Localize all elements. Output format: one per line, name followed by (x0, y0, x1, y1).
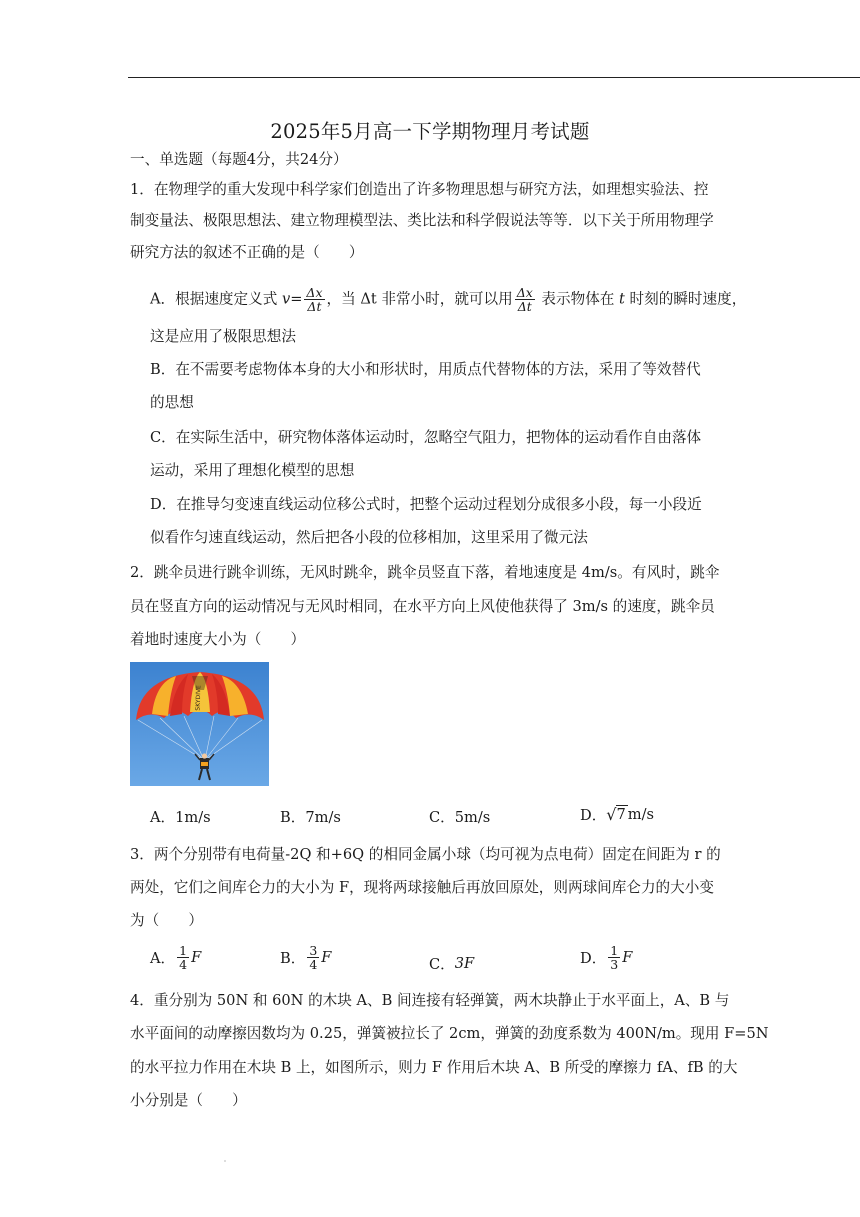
header-rule (128, 77, 860, 78)
q3-option-d: D． $\frac{1}{3}$ F (580, 943, 633, 972)
q1-option-b: B．在不需要考虑物体本身的大小和形状时，用质点代替物体的方法，采用了等效替代 (150, 361, 701, 378)
q3-line-3: 为（ ） (130, 912, 203, 929)
q3-option-c: C． 3F (429, 955, 475, 973)
q1-line-1: 1．在物理学的重大发现中科学家们创造出了许多物理思想与研究方法，如理想实验法、控 (130, 181, 709, 198)
q2-line-1: 2．跳伞员进行跳伞训练，无风时跳伞，跳伞员竖直下落，着地速度是 4m/s。有风时，跳伞 (130, 564, 720, 581)
q3-option-b: B． $\frac{3}{4}$ F (280, 943, 332, 972)
canopy-text: SKYDIVE (194, 685, 203, 711)
q1-option-d: D．在推导匀变速直线运动位移公式时，把整个运动过程划分成很多小段，每一小段近 (150, 496, 702, 513)
q1-line-3: 研究方法的叙述不正确的是（ ） (130, 244, 364, 261)
fraction-dx-dt-2: $\frac{\Delta x}{\Delta t}$ (516, 285, 533, 314)
q1-option-a: A．根据速度定义式 v= $\frac{\Delta x}{\Delta t}$ ，当 Δt 非常小时，就可以用 $\frac{\Delta x}{\Delta t}$ 表示物体在 t 时刻的瞬时速度， (150, 285, 747, 314)
q4-line-2: 水平面间的动摩擦因数均为 0.25，弹簧被拉长了 2cm，弹簧的劲度系数为 400N/m。现用 F=5N (130, 1025, 769, 1042)
page-title: 2025年5月高一下学期物理月考试题 (270, 120, 590, 143)
fraction-dx-dt: $\frac{\Delta x}{\Delta t}$ (306, 285, 323, 314)
page-speck (224, 1160, 226, 1162)
parachute-illustration (130, 662, 269, 786)
q2-line-2: 员在竖直方向的运动情况与无风时相同，在水平方向上风使他获得了 3m/s 的速度，跳伞员 (130, 598, 715, 615)
q1-option-a-line-2: 这是应用了极限思想法 (150, 328, 296, 345)
section-heading: 一、单选题（每题4分，共24分） (130, 151, 348, 168)
q2-option-a: A．1m/s (150, 809, 211, 826)
q1-option-b-line-2: 的思想 (150, 394, 194, 411)
q2-option-d: D． √ 7 m/s (580, 805, 655, 824)
parachute-photo (130, 662, 269, 786)
q1-option-c-line-2: 运动，采用了理想化模型的思想 (150, 462, 355, 479)
q1-option-d-line-2: 似看作匀速直线运动，然后把各小段的位移相加，这里采用了微元法 (150, 529, 588, 546)
q1-option-c: C．在实际生活中，研究物体落体运动时，忽略空气阻力，把物体的运动看作自由落体 (150, 429, 702, 446)
q4-line-1: 4．重分别为 50N 和 60N 的木块 A、B 间连接有轻弹簧，两木块静止于水平面上，A、B 与 (130, 992, 730, 1009)
q3-line-2: 两处，它们之间库仑力的大小为 F，现将两球接触后再放回原处，则两球间库仑力的大小变 (130, 879, 714, 896)
q4-line-4: 小分别是（ ） (130, 1092, 247, 1109)
q2-option-b: B．7m/s (280, 809, 341, 826)
q4-line-3: 的水平拉力作用在木块 B 上，如图所示，则力 F 作用后木块 A、B 所受的摩擦力 fA、fB 的大 (130, 1059, 738, 1076)
q3-line-1: 3．两个分别带有电荷量-2Q 和+6Q 的相同金属小球（均可视为点电荷）固定在间距为 r 的 (130, 846, 721, 863)
q2-option-c: C．5m/s (429, 809, 491, 826)
q2-line-3: 着地时速度大小为（ ） (130, 631, 306, 648)
q1-line-2: 制变量法、极限思想法、建立物理模型法、类比法和科学假说法等等．以下关于所用物理学 (130, 212, 714, 229)
sqrt-symbol: √ 7 (606, 805, 626, 824)
q3-option-a: A． $\frac{1}{4}$ F (150, 943, 202, 972)
